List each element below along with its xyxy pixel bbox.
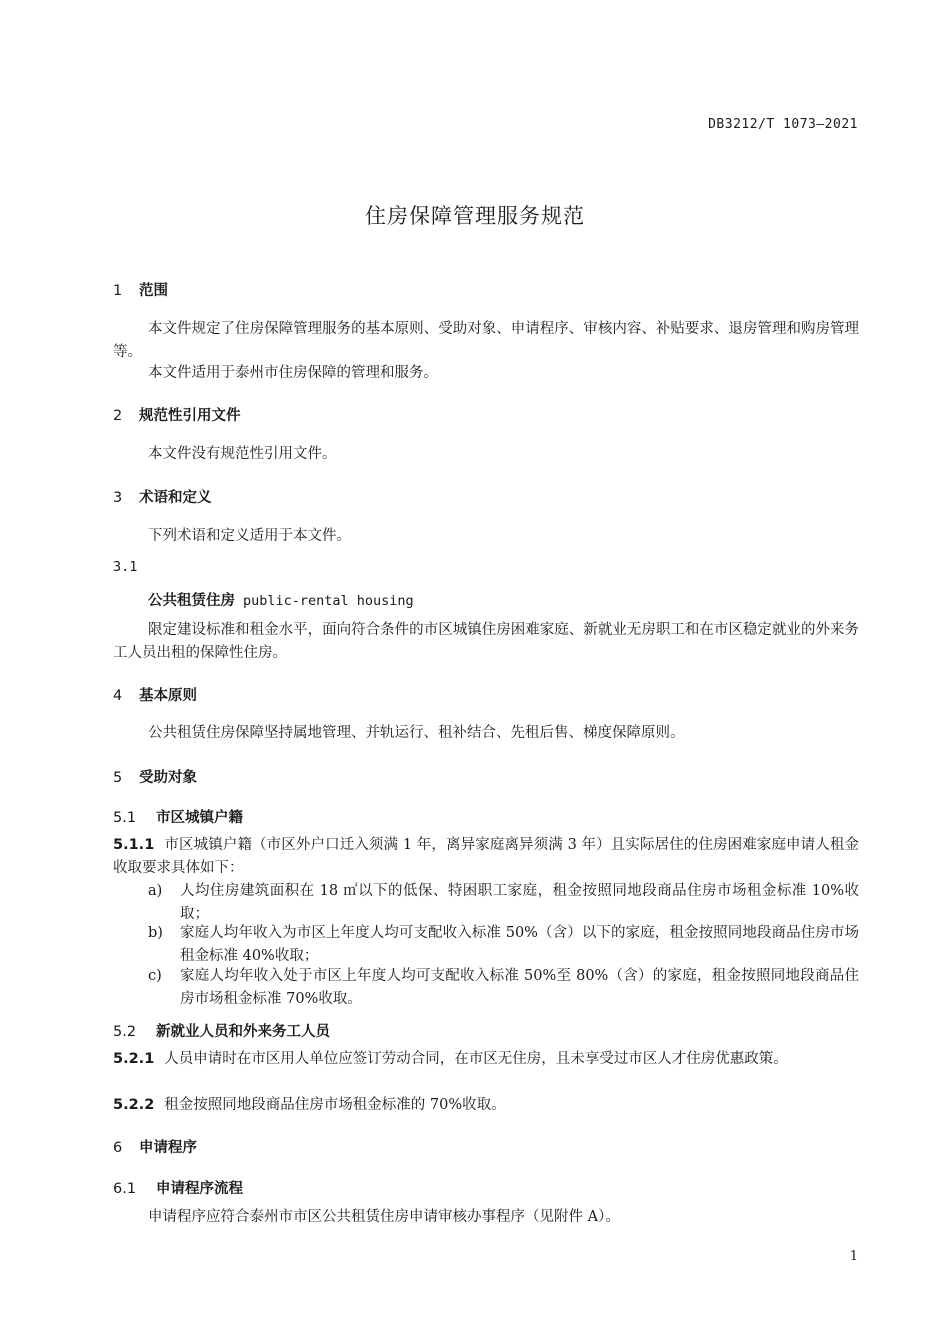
section-title: 术语和定义 (139, 490, 212, 506)
term-number: 3.1 (113, 559, 138, 575)
subsection-5-1-heading (113, 806, 243, 827)
term-heading (148, 589, 414, 610)
section-3-heading (113, 486, 212, 507)
subsection-title: 市区城镇户籍 (156, 810, 243, 826)
term-english: public-rental housing (243, 593, 414, 609)
section-5-heading (113, 766, 197, 787)
clause-text: 市区城镇户籍（市区外户口迁入须满 1 年，离异家庭离异须满 3 年）且实际居住的住房困难家庭申请人租金收取要求具体如下： (113, 837, 859, 876)
section-title: 申请程序 (139, 1140, 197, 1156)
section-1-paragraph-2: 本文件适用于泰州市住房保障的管理和服务。 (148, 365, 438, 381)
section-2-paragraph: 本文件没有规范性引用文件。 (148, 446, 337, 462)
subsection-title: 申请程序流程 (156, 1181, 243, 1197)
section-number: 1 (113, 283, 123, 299)
list-item-c (148, 965, 859, 1011)
section-number: 3 (113, 490, 123, 506)
section-1-paragraph-1: 本文件规定了住房保障管理服务的基本原则、受助对象、申请程序、审核内容、补贴要求、退房管理和购房管理等。 (113, 321, 859, 360)
section-6-heading (113, 1136, 197, 1157)
subsection-title: 新就业人员和外来务工人员 (156, 1024, 330, 1040)
clause-number: 5.1.1 (113, 837, 155, 853)
document-title: 住房保障管理服务规范 (365, 204, 585, 228)
list-item-a (148, 880, 859, 926)
section-1-heading (113, 279, 168, 300)
section-number: 5 (113, 770, 123, 786)
list-label: a) (148, 883, 163, 899)
section-number: 6 (113, 1140, 123, 1156)
clause-number: 5.2.2 (113, 1097, 155, 1113)
section-title: 规范性引用文件 (139, 408, 241, 424)
subsection-number: 5.2 (113, 1024, 137, 1040)
section-title: 受助对象 (139, 770, 197, 786)
list-label: b) (148, 925, 163, 941)
list-label: c) (148, 968, 162, 984)
subsection-number: 6.1 (113, 1181, 137, 1197)
section-2-heading (113, 404, 241, 425)
section-title: 基本原则 (139, 688, 197, 704)
clause-text: 租金按照同地段商品住房市场租金标准的 70%收取。 (164, 1097, 506, 1113)
list-text: 家庭人均年收入为市区上年度人均可支配收入标准 50%（含）以下的家庭，租金按照同地段商品住房市场租金标准 40%收取； (180, 925, 859, 964)
clause-5-1-1 (113, 834, 859, 880)
section-title: 范围 (139, 283, 168, 299)
list-text: 家庭人均年收入处于市区上年度人均可支配收入标准 50%至 80%（含）的家庭，租金按照同地段商品住房市场租金标准 70%收取。 (180, 968, 859, 1007)
section-number: 2 (113, 408, 123, 424)
page-number: 1 (849, 1249, 858, 1264)
clause-number: 5.2.1 (113, 1051, 155, 1067)
subsection-6-1-paragraph: 申请程序应符合泰州市市区公共租赁住房申请审核办事程序（见附件 A）。 (148, 1209, 620, 1225)
section-number: 4 (113, 688, 123, 704)
term-definition: 限定建设标准和租金水平，面向符合条件的市区城镇住房困难家庭、新就业无房职工和在市区稳定就业的外来务工人员出租的保障性住房。 (113, 622, 859, 661)
section-3-paragraph: 下列术语和定义适用于本文件。 (148, 528, 351, 544)
list-text: 人均住房建筑面积在 18 ㎡以下的低保、特困职工家庭，租金按照同地段商品住房市场租金标准 10%收取； (180, 883, 859, 922)
section-4-paragraph: 公共租赁住房保障坚持属地管理、并轨运行、租补结合、先租后售、梯度保障原则。 (148, 725, 685, 741)
subsection-5-2-heading (113, 1020, 330, 1041)
term-name: 公共租赁住房 (148, 593, 235, 609)
section-4-heading (113, 684, 197, 705)
list-item-b (148, 922, 859, 968)
clause-5-2-1 (113, 1048, 859, 1071)
document-code: DB3212/T 1073—2021 (708, 117, 858, 132)
subsection-6-1-heading (113, 1177, 243, 1198)
clause-text: 人员申请时在市区用人单位应签订劳动合同，在市区无住房，且未享受过市区人才住房优惠政策。 (164, 1051, 788, 1067)
subsection-number: 5.1 (113, 810, 137, 826)
clause-5-2-2 (113, 1094, 859, 1117)
